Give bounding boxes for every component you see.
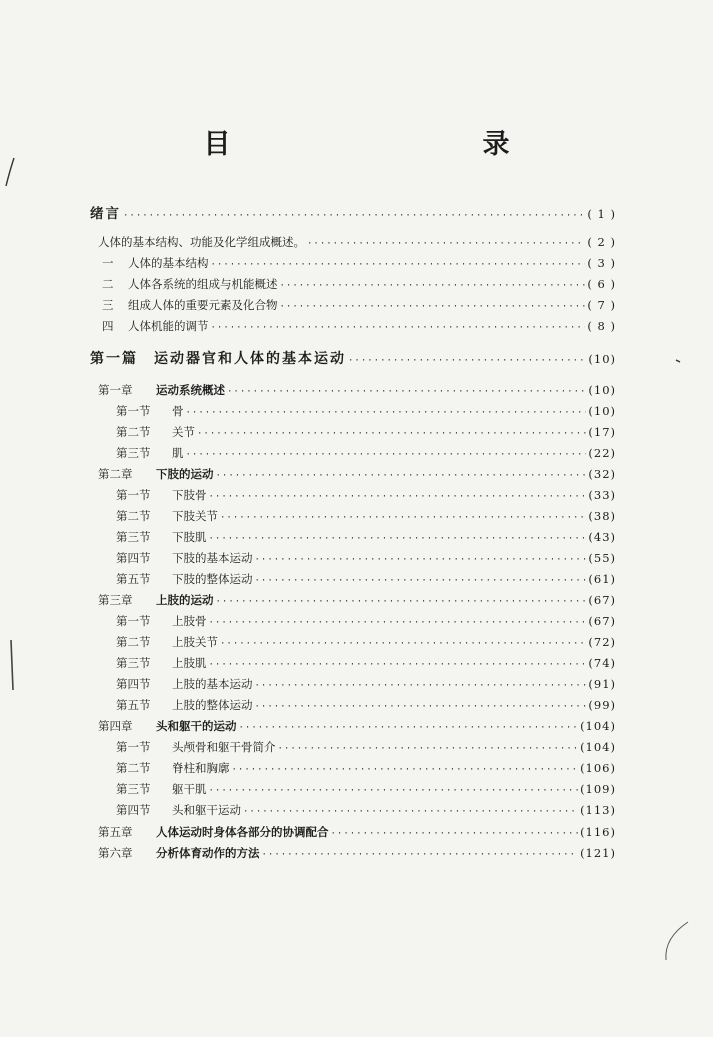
toc-entry-page: (10)	[588, 404, 616, 418]
toc-entry-title: 上肢肌	[172, 656, 207, 670]
toc-entry-page: (72)	[588, 635, 616, 649]
toc-entry-title: 头和躯干的运动	[156, 719, 237, 733]
dot-leader	[209, 657, 587, 673]
toc-entry-title: 组成人体的重要元素及化合物	[128, 298, 278, 312]
toc-entry-number: 第四节	[116, 803, 151, 817]
scan-mark-stroke	[6, 158, 14, 186]
dot-leader	[186, 447, 587, 463]
toc-entry-page: ( 8 )	[587, 319, 616, 333]
toc-entry-title: 下肢肌	[172, 530, 207, 544]
toc-entry-number: 第二章	[98, 467, 133, 481]
toc-entry-title: 骨	[172, 404, 184, 418]
dot-leader	[220, 510, 586, 526]
toc-entry-section[interactable]	[90, 403, 616, 421]
toc-entry-number: 第五节	[116, 572, 151, 586]
toc-entry-page: (109)	[580, 782, 616, 796]
toc-entry-title: 下肢关节	[172, 509, 218, 523]
toc-entry-number: 第一节	[116, 614, 151, 628]
toc-entry-number: 第三节	[116, 782, 151, 796]
toc-entry-number: 第一节	[116, 404, 151, 418]
dot-leader	[255, 699, 587, 715]
toc-entry-section[interactable]	[90, 655, 616, 673]
toc-entry-page: (38)	[588, 509, 616, 523]
toc-entry-section[interactable]	[90, 550, 616, 568]
toc-entry-number: 第五节	[116, 698, 151, 712]
toc-entry-number: 第五章	[98, 825, 133, 839]
dot-leader	[280, 278, 586, 294]
toc-entry-page: ( 7 )	[587, 298, 616, 312]
toc-entry-number: 二	[102, 277, 114, 291]
toc-entry-page: (55)	[588, 551, 616, 565]
toc-entry-page: (17)	[588, 425, 616, 439]
toc-entry-section[interactable]	[90, 297, 616, 315]
toc-entry-page: (67)	[588, 593, 616, 607]
toc-entry-chapter[interactable]	[90, 845, 616, 863]
dot-leader	[331, 826, 579, 842]
dot-leader	[197, 426, 586, 442]
toc-entry-section[interactable]	[90, 508, 616, 526]
toc-entry-title: 肌	[172, 446, 184, 460]
toc-entry-title: 人体的基本结构、功能及化学组成概述。	[98, 235, 305, 249]
toc-entry-section[interactable]	[90, 276, 616, 294]
toc-entry-number: 第三节	[116, 656, 151, 670]
toc-entry-chapter[interactable]	[90, 466, 616, 484]
toc-entry-section[interactable]	[90, 781, 616, 799]
dot-leader	[255, 552, 587, 568]
toc-entry-page: (113)	[580, 803, 616, 817]
toc-entry-section[interactable]	[90, 424, 616, 442]
toc-entry-page: (43)	[588, 530, 616, 544]
dot-leader	[348, 353, 586, 369]
toc-entry-title: 第一篇 运动器官和人体的基本运动	[90, 351, 346, 367]
toc-entry-section[interactable]	[90, 255, 616, 273]
toc-entry-title: 下肢的基本运动	[172, 551, 253, 565]
dot-leader	[216, 594, 587, 610]
dot-leader	[209, 783, 579, 799]
scan-mark-stroke	[666, 922, 688, 960]
toc-entry-title: 绪言	[90, 206, 121, 222]
toc-entry-section[interactable]	[90, 739, 616, 757]
dot-leader	[123, 208, 585, 224]
toc-entry-number: 三	[102, 298, 114, 312]
toc-entry-title: 分析体育动作的方法	[156, 846, 260, 860]
dot-leader	[216, 468, 587, 484]
toc-entry-page: (121)	[580, 846, 616, 860]
toc-entry-section[interactable]	[90, 529, 616, 547]
dot-leader	[280, 299, 586, 315]
toc-entry-section[interactable]	[90, 802, 616, 820]
dot-leader	[209, 531, 587, 547]
dot-leader	[232, 762, 579, 778]
toc-entry-number: 第四章	[98, 719, 133, 733]
toc-entry-number: 第二节	[116, 761, 151, 775]
toc-entry-number: 第四节	[116, 551, 151, 565]
toc-entry-title: 人体的基本结构	[128, 256, 209, 270]
dot-leader	[278, 741, 579, 757]
dot-leader	[211, 320, 586, 336]
toc-entry-number: 第四节	[116, 677, 151, 691]
page-title: 目 录	[203, 129, 576, 160]
dot-leader	[255, 573, 587, 589]
toc-entry-chapter[interactable]	[90, 824, 616, 842]
toc-entry-preface[interactable]	[90, 206, 616, 224]
toc-entry-section[interactable]	[90, 571, 616, 589]
toc-entry-title: 躯干肌	[172, 782, 207, 796]
toc-entry-number: 第三节	[116, 446, 151, 460]
scan-mark-stroke	[676, 360, 680, 362]
toc-entry-overview[interactable]	[90, 234, 616, 252]
toc-entry-title: 上肢骨	[172, 614, 207, 628]
toc-entry-number: 第一章	[98, 383, 133, 397]
toc-entry-number: 四	[102, 319, 114, 333]
toc-entry-title: 头和躯干运动	[172, 803, 241, 817]
toc-entry-title: 运动系统概述	[156, 383, 225, 397]
toc-entry-number: 第一节	[116, 740, 151, 754]
toc-entry-number: 第六章	[98, 846, 133, 860]
toc-entry-page: (10)	[588, 383, 616, 397]
toc-entry-page: ( 3 )	[587, 256, 616, 270]
toc-entry-page: ( 1 )	[587, 207, 616, 221]
toc-entry-page: (10)	[588, 352, 616, 366]
toc-entry-title: 下肢的运动	[156, 467, 214, 481]
toc-entry-page: (61)	[588, 572, 616, 586]
toc-entry-section[interactable]	[90, 697, 616, 715]
toc-entry-section[interactable]	[90, 318, 616, 336]
dot-leader	[220, 636, 586, 652]
toc-entry-page: (99)	[588, 698, 616, 712]
toc-entry-title: 上肢的整体运动	[172, 698, 253, 712]
dot-leader	[307, 236, 585, 252]
dot-leader	[227, 384, 586, 400]
toc-entry-page: (106)	[580, 761, 616, 775]
toc-entry-page: (91)	[588, 677, 616, 691]
toc-entry-title: 上肢的基本运动	[172, 677, 253, 691]
toc-entry-section[interactable]	[90, 760, 616, 778]
toc-entry-page: (32)	[588, 467, 616, 481]
toc-entry-page: ( 2 )	[587, 235, 616, 249]
toc-entry-page: (33)	[588, 488, 616, 502]
toc-entry-title: 人体各系统的组成与机能概述	[128, 277, 278, 291]
toc-entry-title: 人体运动时身体各部分的协调配合	[156, 825, 329, 839]
toc-entry-chapter[interactable]	[90, 592, 616, 610]
dot-leader	[243, 804, 578, 820]
dot-leader	[211, 257, 586, 273]
toc-entry-section[interactable]	[90, 634, 616, 652]
toc-entry-number: 第二节	[116, 425, 151, 439]
toc-entry-page: (104)	[580, 740, 616, 754]
dot-leader	[209, 489, 587, 505]
toc-entry-section[interactable]	[90, 487, 616, 505]
toc-entry-title: 头颅骨和躯干骨简介	[172, 740, 276, 754]
dot-leader	[262, 847, 579, 863]
toc-entry-title: 上肢的运动	[156, 593, 214, 607]
scan-mark-stroke	[11, 640, 13, 690]
toc-entry-section[interactable]	[90, 613, 616, 631]
toc-entry-title: 关节	[172, 425, 195, 439]
dot-leader	[209, 615, 587, 631]
dot-leader	[239, 720, 579, 736]
toc-entry-page: (104)	[580, 719, 616, 733]
toc-entry-number: 一	[102, 256, 114, 270]
toc-entry-page: (74)	[588, 656, 616, 670]
toc-entry-title: 上肢关节	[172, 635, 218, 649]
toc-entry-page: (116)	[580, 825, 616, 839]
toc-entry-number: 第二节	[116, 635, 151, 649]
toc-entry-chapter[interactable]	[90, 718, 616, 736]
dot-leader	[186, 405, 587, 421]
toc-entry-number: 第三章	[98, 593, 133, 607]
toc-entry-title: 人体机能的调节	[128, 319, 209, 333]
dot-leader	[255, 678, 587, 694]
toc-entry-title: 下肢的整体运动	[172, 572, 253, 586]
toc-entry-number: 第三节	[116, 530, 151, 544]
toc-entry-page: ( 6 )	[587, 277, 616, 291]
toc-entry-section[interactable]	[90, 445, 616, 463]
toc-entry-section[interactable]	[90, 676, 616, 694]
toc-entry-title: 脊柱和胸廓	[172, 761, 230, 775]
toc-entry-title: 下肢骨	[172, 488, 207, 502]
toc-entry-page: (22)	[588, 446, 616, 460]
toc-entry-number: 第一节	[116, 488, 151, 502]
toc-entry-page: (67)	[588, 614, 616, 628]
toc-entry-chapter[interactable]	[90, 382, 616, 400]
toc-entry-number: 第二节	[116, 509, 151, 523]
toc-entry-part[interactable]	[90, 351, 616, 369]
